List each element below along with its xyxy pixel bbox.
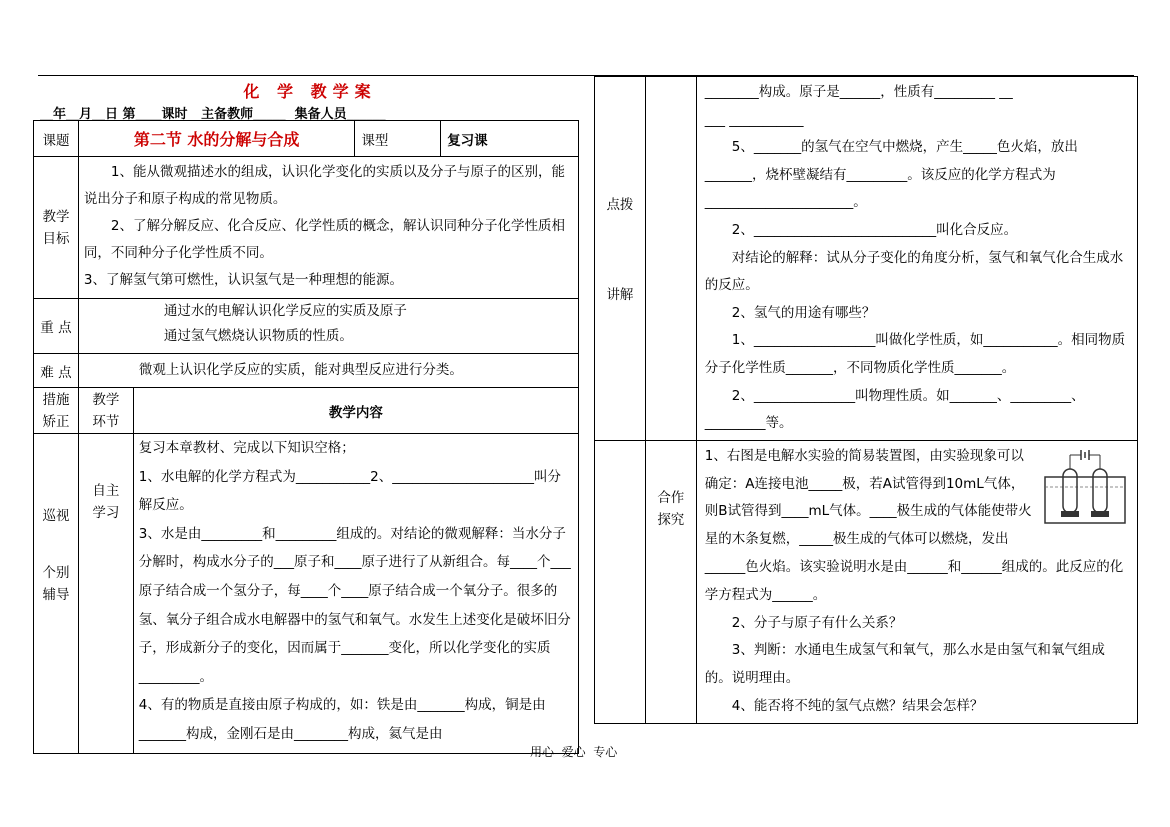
coop-q3: 3、判断：水通电生成氢气和氧气，那么水是由氢气和氧气组成的。说明理由。 (704, 642, 1105, 687)
guidance-label-cell (595, 77, 646, 441)
dianbo-label: 点拨 (606, 197, 634, 213)
electrolysis-apparatus-icon (1041, 447, 1129, 527)
explain-l5: 对结论的解释：试从分子变化的角度分析，氢气和氧气化合生成水的反应。 (704, 249, 1124, 294)
explain-l1: ________构成。原子是______，性质有_________ __ (704, 84, 1013, 100)
explain-l8: 2、_______________叫物理性质。如_______、_________、_________等。 (704, 387, 1085, 432)
key-1: 通过水的电解认识化学反应的实质及原子 (163, 303, 407, 319)
right-table (594, 76, 1138, 724)
date-line: __年__月__日 第____课时 主备教师_____ 集备人员______ (40, 107, 386, 122)
patrol-label: 巡视 (42, 508, 70, 524)
type-label: 课型 (355, 121, 441, 157)
explain-content (696, 77, 1137, 441)
review-q1: 1、水电解的化学方程式为___________2、_____________________叫分解反应。 (138, 468, 561, 514)
explain-l6: 2、氢气的用途有哪些？ (731, 304, 876, 321)
goals-content (78, 157, 578, 299)
explain-l3: 5、_______的氢气在空气中燃烧，产生_____色火焰，放出_______，烧杯壁凝结有_________。该反应的化学方程式为______________________。 (704, 139, 1078, 211)
difficult-label: 难 点 (34, 354, 79, 388)
key-label: 重 点 (34, 299, 79, 354)
coop-q2: 2、分子与原子有什么关系？ (731, 614, 903, 631)
measures-header: 措施 矫正 (34, 388, 79, 434)
content-header: 教学内容 (133, 388, 578, 434)
type-value: 复习课 (441, 121, 579, 157)
cooperate-content (696, 440, 1137, 723)
review-q3: 3、水是由_________和_________组成的。对结论的微观解释：当水分子分解时，构成水分子的___原子和____原子进行了从新组合。每____个___原子结合成一个氢分子，每____个____原子结合成一个氧分子。很多的氢、氧分子组合成水电解器中的氢气和氧气。水发生上述变化是破坏旧分子，形成新分子的变化，因而属于_______变化，所以化学变化的实质_________。 (138, 525, 571, 685)
topic-value: 第二节 水的分解与合成 (78, 121, 354, 157)
key-content (78, 299, 578, 354)
spacer-cell-2 (595, 440, 646, 723)
goals-label: 教学 目标 (34, 157, 79, 299)
cooperate-label: 合作 探究 (645, 440, 696, 723)
footer-motto: 用心 爱心 专心 (530, 745, 618, 759)
self-study-label: 自主 学习 (92, 483, 120, 521)
jiangjie-label: 讲解 (606, 287, 634, 303)
self-study-cell (78, 434, 133, 754)
stage-header: 教学 环节 (78, 388, 133, 434)
left-table (33, 120, 579, 754)
goal-2: 2、了解分解反应、化合反应、化学性质的概念，解认识同种分子化学性质相同，不同种分子化学性质不同。 (83, 218, 565, 261)
difficult-content: 微观上认识化学反应的实质，能对典型反应进行分类。 (78, 354, 578, 388)
explain-l7: 1、__________________叫做化学性质，如___________。相同物质分子化学性质_______，不同物质化学性质_______。 (704, 332, 1126, 376)
review-intro: 复习本章教材、完成以下知识空格； (138, 440, 355, 456)
spacer-cell (645, 77, 696, 441)
key-2: 通过氢气燃烧认识物质的性质。 (163, 328, 353, 344)
explain-l2: ___ ___________ (704, 111, 804, 128)
review-q4: 4、有的物质是直接由原子构成的，如：铁是由_______构成，铜是由_______构成，金刚石是由________构成，氦气是由 (138, 697, 546, 742)
guidance-cell (34, 434, 79, 754)
coop-q4: 4、能否将不纯的氢气点燃？结果会怎样？ (731, 697, 984, 714)
review-content (133, 434, 578, 754)
tutoring-label: 个别 辅导 (42, 565, 70, 603)
explain-l4: 2、___________________________叫化合反应。 (731, 221, 1018, 238)
goal-1: 1、能从微观描述水的组成，认识化学变化的实质以及分子与原子的区别，能说出分子和原子构成的常见物质。 (83, 164, 565, 207)
coop-q1: 1、右图是电解水实验的简易装置图，由实验现象可以确定：A连接电池_____极，若A试管得到10mL气体，则B试管得到____mL气体。____极生成的气体能使带火星的木条复燃，_____极生成的气体可以燃烧，发出______色火焰。该实验说明水是由______和______组成的。此反应的化学方程式为______。 (704, 447, 1124, 603)
page-title: 化 学 教学案 (243, 82, 377, 101)
topic-label: 课题 (34, 121, 79, 157)
goal-3: 3、了解氢气第可燃性，认识氢气是一种理想的能源。 (83, 272, 403, 288)
